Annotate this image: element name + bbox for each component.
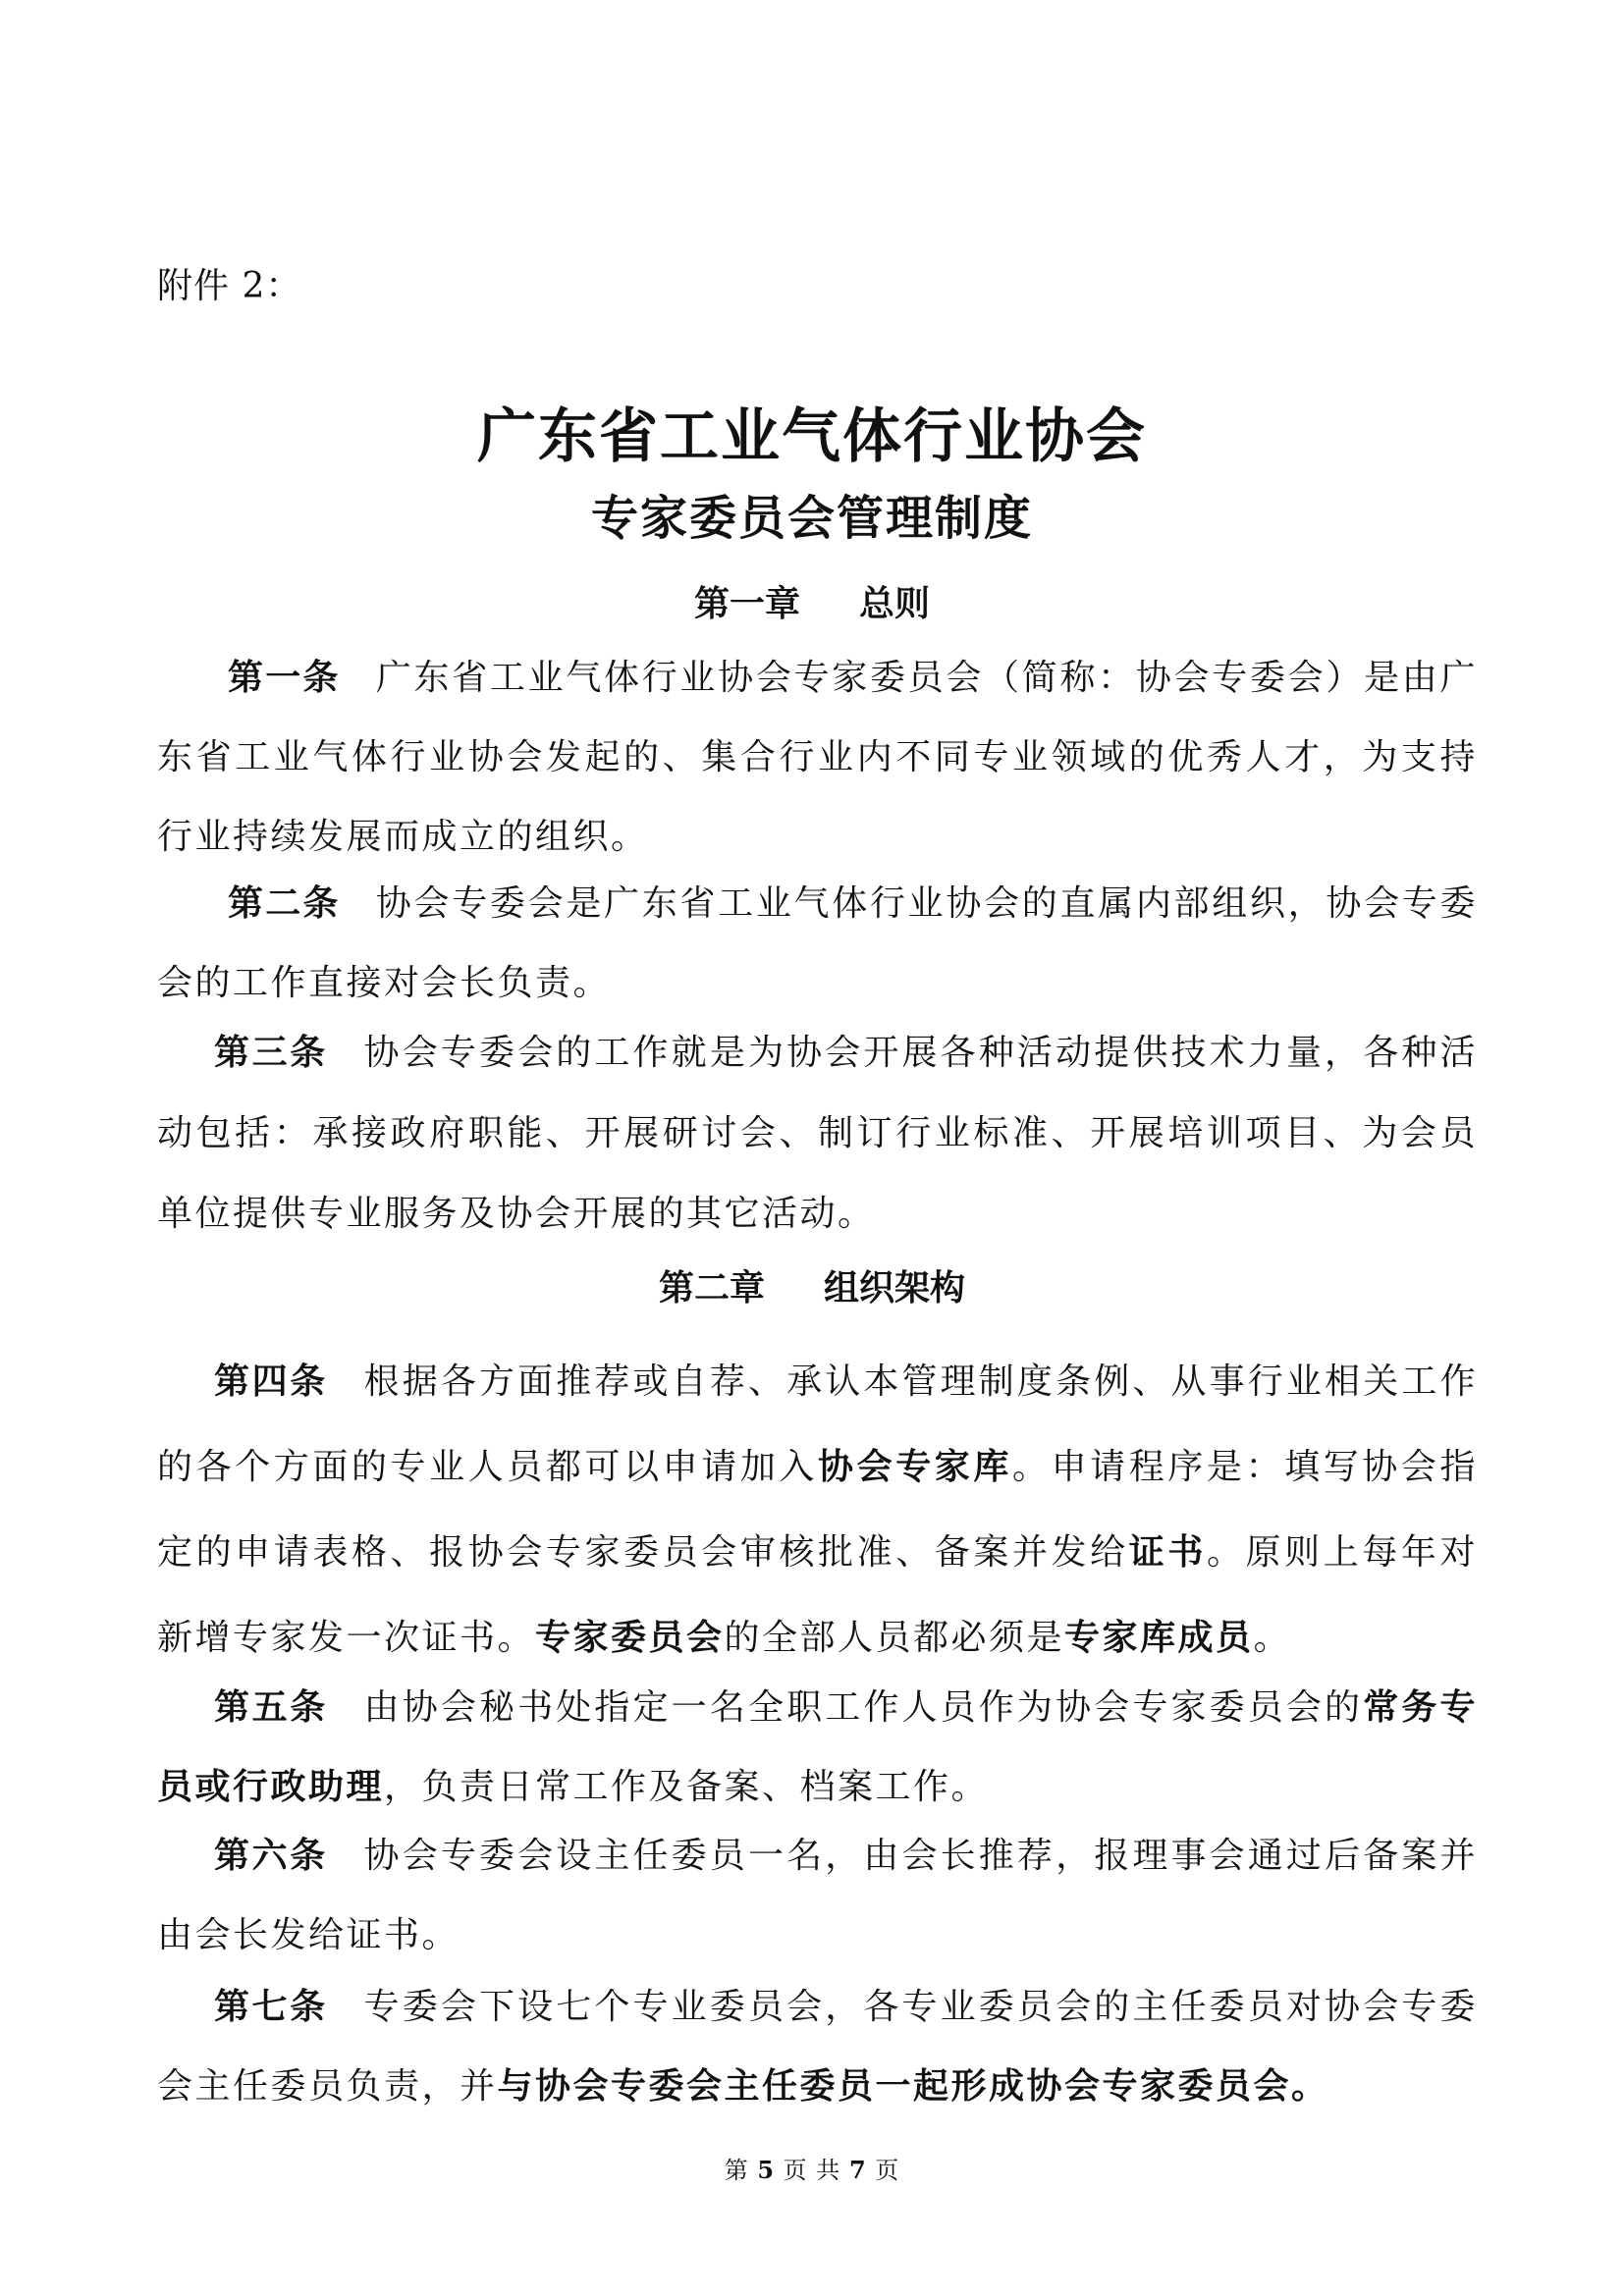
- footer-total-pages: 7: [848, 2156, 867, 2184]
- chapter-1-heading: [0, 581, 1624, 628]
- article-5-label: 第五条: [214, 1687, 328, 1728]
- attachment-label: 附件 2：: [157, 266, 302, 306]
- article-1: [157, 638, 1478, 877]
- article-4-emphasis-certificate: 证书: [1128, 1532, 1207, 1573]
- article-4-text-2: 。申请程序是：填写协会指定的申请表格、报协会专家委员会审核批准、备案并发给: [157, 1447, 1478, 1573]
- article-4: [157, 1339, 1478, 1681]
- article-7-text-1: 专委会下设七个专业委员会，各专业委员会的主任委员对协会专委会主任委员负责，并: [157, 1987, 1478, 2107]
- article-3-text: 协会专委会的工作就是为协会开展各种活动提供技术力量，各种活动包括：承接政府职能、开展研讨会、制订行业标准、开展培训项目、为会员单位提供专业服务及协会开展的其它活动。: [157, 1033, 1478, 1234]
- article-7: [157, 1967, 1478, 2126]
- chapter-2-name: 组织架构: [824, 1268, 966, 1308]
- article-4-text-5: 。: [1253, 1618, 1292, 1658]
- article-2-text: 协会专委会是广东省工业气体行业协会的直属内部组织，协会专委会的工作直接对会长负责。: [157, 883, 1478, 1003]
- article-7-emphasis-formation: 与协会专委会主任委员一起形成协会专家委员会。: [497, 2066, 1329, 2107]
- article-6-text: 协会专委会设主任委员一名，由会长推荐，报理事会通过后备案并由会长发给证书。: [157, 1836, 1478, 1955]
- chapter-2-heading: [0, 1265, 1624, 1312]
- chapter-1-name: 总则: [859, 584, 931, 624]
- article-4-text-3: 。原则上每年对新增专家发一次证书。: [157, 1532, 1478, 1658]
- article-6-label: 第六条: [214, 1836, 328, 1876]
- article-4-emphasis-pool-member: 专家库成员: [1064, 1618, 1254, 1658]
- article-3-label: 第三条: [214, 1033, 328, 1073]
- article-5-emphasis-assistant: 常务专员或行政助理: [157, 1687, 1478, 1807]
- document-title: 广东省工业气体行业协会: [477, 402, 1147, 471]
- article-1-label: 第一条: [228, 658, 341, 698]
- footer-suffix: 页: [875, 2157, 900, 2184]
- article-5-text-1: 由协会秘书处指定一名全职工作人员作为协会专家委员会的: [362, 1687, 1364, 1728]
- footer-middle: 页 共: [783, 2157, 841, 2184]
- article-4-emphasis-committee: 专家委员会: [535, 1618, 725, 1658]
- footer-prefix: 第: [724, 2157, 749, 2184]
- article-2-label: 第二条: [228, 883, 341, 924]
- article-4-emphasis-expert-pool: 协会专家库: [818, 1447, 1012, 1487]
- chapter-2-number: 第二章: [658, 1268, 765, 1308]
- article-5: [157, 1668, 1478, 1827]
- chapter-1-number: 第一章: [693, 584, 800, 624]
- article-4-label: 第四条: [214, 1362, 328, 1402]
- article-6: [157, 1816, 1478, 1975]
- article-3: [157, 1013, 1478, 1255]
- article-1-text: 广东省工业气体行业协会专家委员会（简称：协会专委会）是由广东省工业气体行业协会发起的、集合行业内不同专业领域的优秀人才，为支持行业持续发展而成立的组织。: [157, 658, 1478, 857]
- document-subtitle: 专家委员会管理制度: [590, 491, 1033, 546]
- article-4-text-1: 根据各方面推荐或自荐、承认本管理制度条例、从事行业相关工作的各个方面的专业人员都可以申请加入: [157, 1362, 1478, 1487]
- page-footer: [0, 2155, 1624, 2186]
- article-7-label: 第七条: [214, 1987, 328, 2027]
- footer-page-number: 5: [757, 2156, 776, 2184]
- article-5-text-2: ，负责日常工作及备案、档案工作。: [384, 1767, 990, 1807]
- article-4-text-4: 的全部人员都必须是: [724, 1618, 1065, 1658]
- article-2: [157, 864, 1478, 1023]
